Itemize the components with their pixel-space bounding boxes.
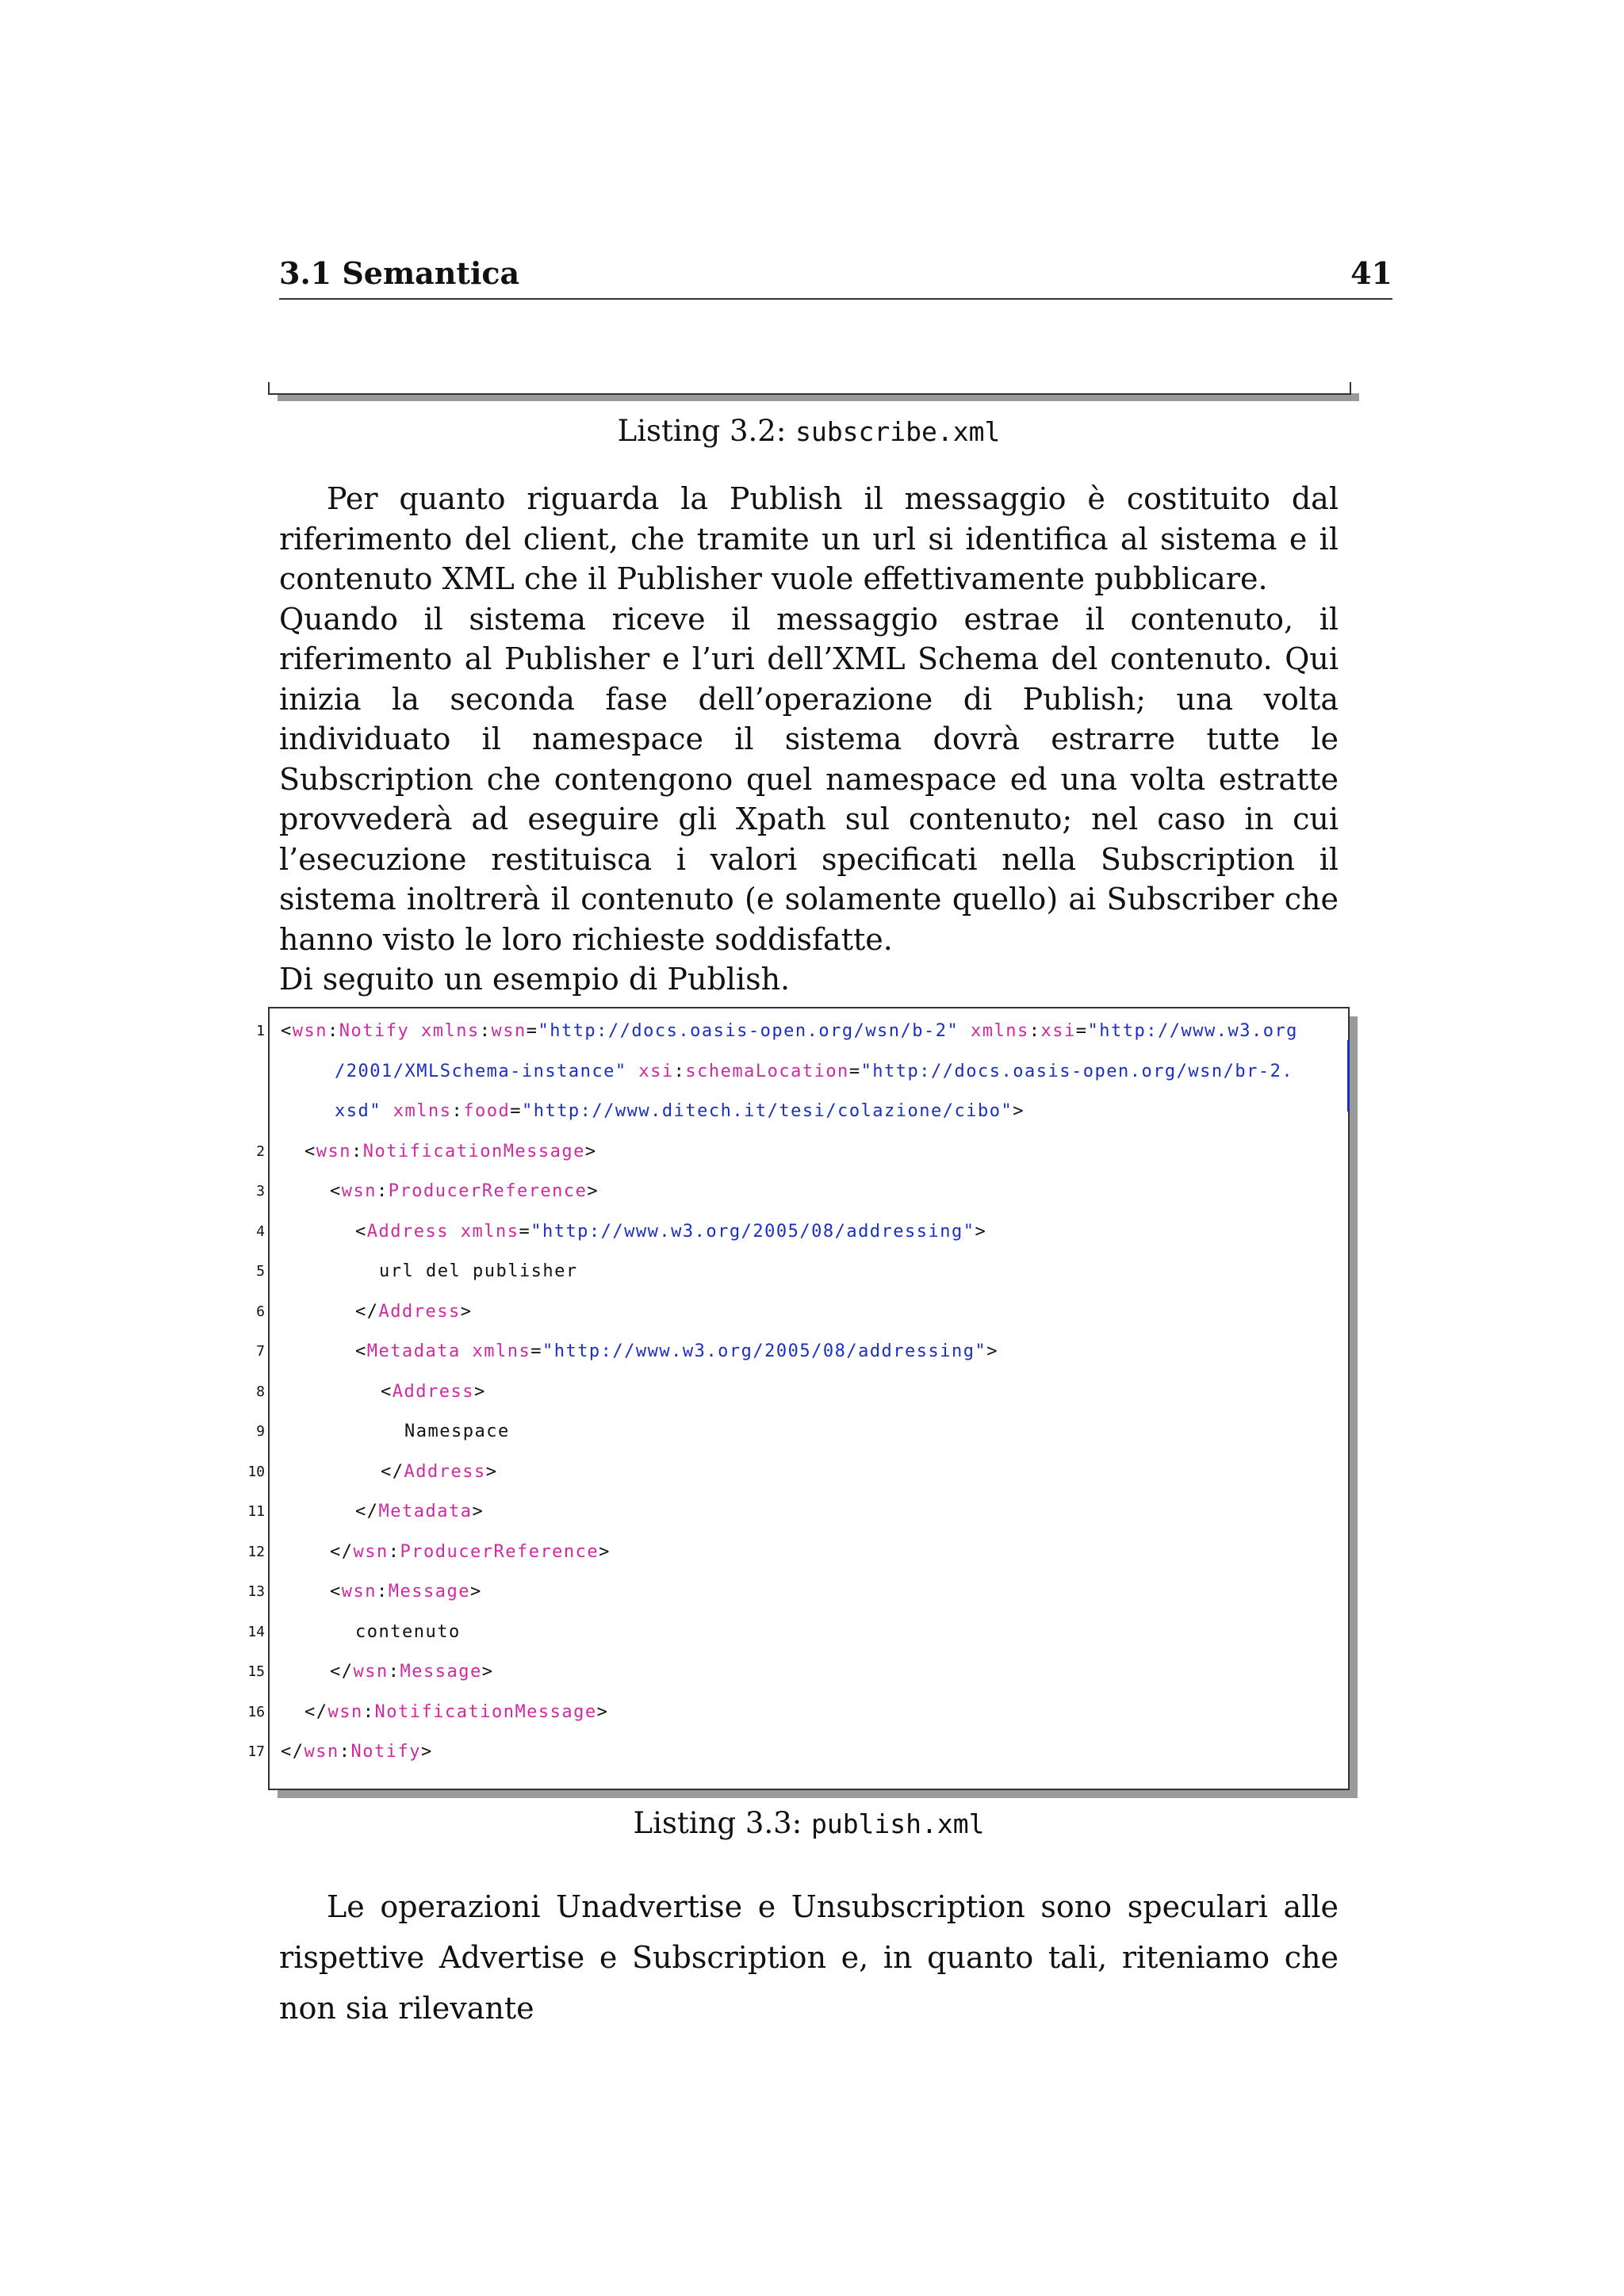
code-line [256, 1220, 1348, 1260]
code-text [355, 1502, 484, 1521]
line-number: 6 [256, 1303, 265, 1320]
line-number: 3 [256, 1183, 265, 1200]
caption-label: Listing 3.2: [617, 414, 796, 448]
xml-text-token: : [673, 1061, 686, 1081]
code-line [270, 1100, 1348, 1139]
code-line [247, 1500, 1348, 1540]
xml-tag-token: NotificationMessage [362, 1141, 585, 1161]
code-text [355, 1622, 461, 1642]
xml-text-token: < [330, 1582, 342, 1601]
xml-tag-token: Message [400, 1662, 482, 1682]
line-number: 13 [247, 1583, 265, 1600]
page-number: 41 [1350, 255, 1392, 291]
code-line [247, 1701, 1348, 1740]
xml-text-token: > [596, 1701, 609, 1722]
xml-text-token: = [1075, 1021, 1088, 1041]
xml-text-token: contenuto [355, 1621, 461, 1642]
caption-filename: subscribe.xml [795, 416, 1001, 447]
section-header: 3.1 Semantica [279, 255, 520, 291]
code-text [330, 1181, 599, 1201]
xml-text-token: < [381, 1381, 393, 1402]
code-line [247, 1580, 1348, 1620]
code-text [355, 1222, 986, 1242]
line-number: 7 [256, 1343, 265, 1360]
code-text [381, 1462, 497, 1482]
xml-text-token: < [330, 1181, 342, 1201]
xml-tag-token: wsn [341, 1582, 377, 1601]
xml-text-token: > [986, 1341, 999, 1361]
xml-tag-token: wsn [491, 1021, 527, 1041]
xml-text-token: : [339, 1742, 351, 1762]
xml-tag-token: xmlns [971, 1021, 1029, 1041]
xml-text-token: </ [381, 1461, 404, 1482]
code-listing [247, 1007, 1350, 1790]
code-text [355, 1302, 472, 1322]
xml-text-token: </ [304, 1701, 328, 1722]
xml-text-token: </ [330, 1662, 354, 1682]
xml-text-token: > [587, 1181, 599, 1201]
caption-filename: publish.xml [810, 1808, 985, 1839]
line-number: 14 [247, 1623, 265, 1640]
line-number: 16 [247, 1703, 265, 1720]
xml-tag-token: xmlns [420, 1021, 480, 1041]
wrap-indicator [1347, 1040, 1350, 1112]
xml-text-token: url del publisher [379, 1261, 578, 1281]
xml-text-token: = [526, 1021, 538, 1041]
xml-tag-token: wsn [353, 1662, 389, 1682]
xml-text-token: > [472, 1502, 485, 1521]
code-line [256, 1260, 1348, 1299]
xml-value-token: "http://docs.oasis-open.org/wsn/b-2" [538, 1021, 971, 1041]
code-text [330, 1662, 493, 1682]
xml-tag-token: Address [404, 1461, 486, 1482]
xml-tag-token: xsi [1040, 1021, 1076, 1041]
xml-text-token: : [351, 1141, 363, 1161]
body-paragraph-1 [279, 479, 1339, 1000]
header-rule [279, 298, 1392, 300]
xml-tag-token: wsn [292, 1021, 327, 1041]
xml-tag-token: Notify [339, 1021, 421, 1041]
xml-tag-token: wsn [327, 1701, 363, 1722]
xml-tag-token: NotificationMessage [374, 1701, 597, 1722]
code-text [335, 1101, 1025, 1121]
xml-value-token: xsd" [335, 1101, 393, 1121]
code-line [256, 1420, 1348, 1460]
xml-tag-token: wsn [304, 1742, 339, 1762]
xml-value-token: "http://www.w3.org/2005/08/addressing" [530, 1221, 975, 1242]
line-number: 8 [256, 1383, 265, 1400]
code-text [379, 1261, 578, 1281]
line-number: 11 [247, 1503, 265, 1520]
xml-tag-token: xmlns [393, 1101, 452, 1121]
caption-label: Listing 3.3: [633, 1806, 811, 1840]
xml-text-token: > [584, 1141, 597, 1161]
xml-text-token: > [1013, 1101, 1025, 1121]
xml-text-token: < [281, 1021, 293, 1041]
code-text [404, 1422, 510, 1441]
line-number: 2 [256, 1142, 265, 1160]
xml-value-token: "http://www.ditech.it/tesi/colazione/cibo" [521, 1101, 1013, 1121]
xml-tag-token: Address [366, 1221, 461, 1242]
line-number: 5 [256, 1263, 265, 1280]
xml-text-token: = [848, 1061, 861, 1081]
xml-text-token: </ [281, 1742, 304, 1762]
xml-tag-token: xsi [638, 1061, 674, 1081]
listing-caption-curr [279, 1806, 1339, 1840]
xml-text-token: = [510, 1101, 522, 1121]
code-text [330, 1542, 611, 1562]
xml-text-token: > [469, 1582, 482, 1601]
xml-text-token: = [519, 1221, 531, 1242]
xml-text-token: > [473, 1381, 486, 1402]
xml-tag-token: Metadata [378, 1502, 473, 1521]
code-text [381, 1382, 486, 1402]
code-text [355, 1341, 998, 1361]
code-line [247, 1740, 1348, 1780]
xml-tag-token: wsn [353, 1541, 389, 1562]
xml-text-token: > [599, 1541, 611, 1562]
line-number: 1 [256, 1023, 265, 1039]
xml-text-token: > [460, 1301, 473, 1322]
code-line [247, 1660, 1348, 1700]
xml-text-token: > [485, 1461, 498, 1482]
paragraph-line: Le operazioni Unadvertise e Unsubscription sono speculari alle rispettive Advertise e Subscription e, in quanto tali, riteniamo che non sia rilevante [279, 1889, 1339, 2026]
xml-text-token: > [975, 1221, 987, 1242]
code-line [256, 1380, 1348, 1420]
code-line [256, 1020, 1348, 1059]
xml-value-token: "http://docs.oasis-open.org/wsn/br-2. [860, 1061, 1294, 1081]
code-text [281, 1742, 433, 1762]
line-number: 9 [256, 1423, 265, 1440]
body-paragraph-2 [279, 1881, 1339, 2034]
code-text [304, 1702, 608, 1722]
xml-text-token: : [388, 1541, 400, 1562]
xml-text-token: </ [355, 1502, 379, 1521]
listing-caption-prev [279, 414, 1339, 448]
paragraph-line: Di seguito un esempio di Publish. [279, 962, 791, 997]
xml-value-token: "http://www.w3.org/2005/08/addressing" [542, 1341, 987, 1361]
paragraph-line: Quando il sistema riceve il messaggio estrae il contenuto, il riferimento al Publisher e l’uri dell’XML Schema del contenuto. Qui inizia la seconda fase dell’operazione di Publish; una volta individuato il namespace il sistema dovrà estrarre tutte le Subscription che contengono quel namespace ed una volta estratte provvederà ad eseguire gli Xpath sul contenuto; nel caso in cui l’esecuzione restituisca i valori specificati nella Subscription il sistema inoltrerà il contenuto (e solamente quello) ai Subscriber che hanno visto le loro richieste soddisfatte. [279, 601, 1339, 957]
code-line [270, 1060, 1348, 1100]
xml-text-token: </ [355, 1301, 379, 1322]
line-number: 10 [247, 1463, 265, 1480]
code-text [330, 1582, 482, 1601]
xml-text-token: : [377, 1181, 389, 1201]
xml-tag-token: wsn [341, 1181, 377, 1201]
xml-tag-token: xmlns [460, 1221, 519, 1242]
xml-tag-token: schemaLocation [685, 1061, 849, 1081]
xml-text-token: : [327, 1021, 339, 1041]
code-line [247, 1540, 1348, 1580]
xml-tag-token: ProducerReference [400, 1541, 599, 1562]
xml-tag-token: ProducerReference [388, 1181, 588, 1201]
xml-text-token: </ [330, 1541, 354, 1562]
xml-text-token: : [479, 1021, 492, 1041]
code-line [256, 1180, 1348, 1219]
xml-tag-token: Address [378, 1301, 461, 1322]
xml-text-token: Namespace [404, 1422, 510, 1441]
xml-text-token: > [420, 1742, 433, 1762]
xml-tag-token: Notify [350, 1742, 421, 1762]
code-text [335, 1062, 1293, 1081]
xml-tag-token: Address [392, 1381, 474, 1402]
line-number: 15 [247, 1663, 265, 1680]
line-number: 12 [247, 1543, 265, 1560]
xml-text-token: : [377, 1582, 389, 1601]
xml-text-token: : [1028, 1021, 1041, 1041]
code-line [256, 1340, 1348, 1380]
xml-tag-token: wsn [316, 1141, 351, 1161]
code-text [304, 1142, 597, 1161]
xml-text-token: : [451, 1101, 464, 1121]
xml-text-token: < [355, 1221, 367, 1242]
paragraph-line: Per quanto riguarda la Publish il messaggio è costituito dal riferimento del client, che tramite un url si identifica al sistema e il contenuto XML che il Publisher vuole effettivamente pubblicare. [279, 481, 1339, 596]
xml-value-token: "http://www.w3.org [1087, 1021, 1298, 1041]
xml-text-token: : [362, 1701, 375, 1722]
code-line [247, 1460, 1348, 1500]
code-line [256, 1140, 1348, 1180]
xml-text-token: = [530, 1341, 542, 1361]
code-text [281, 1021, 1298, 1041]
xml-text-token: > [481, 1662, 494, 1682]
xml-tag-token: xmlns [472, 1341, 531, 1361]
xml-text-token: : [388, 1662, 400, 1682]
xml-text-token: < [304, 1141, 316, 1161]
xml-text-token: < [355, 1341, 367, 1361]
code-line [256, 1300, 1348, 1340]
code-line [247, 1621, 1348, 1660]
xml-tag-token: Metadata [366, 1341, 473, 1361]
line-number: 17 [247, 1743, 265, 1760]
line-number: 4 [256, 1223, 265, 1240]
xml-tag-token: Message [388, 1582, 470, 1601]
xml-tag-token: food [463, 1101, 511, 1121]
previous-listing-box [268, 382, 1351, 395]
xml-value-token: /2001/XMLSchema-instance" [335, 1061, 639, 1081]
